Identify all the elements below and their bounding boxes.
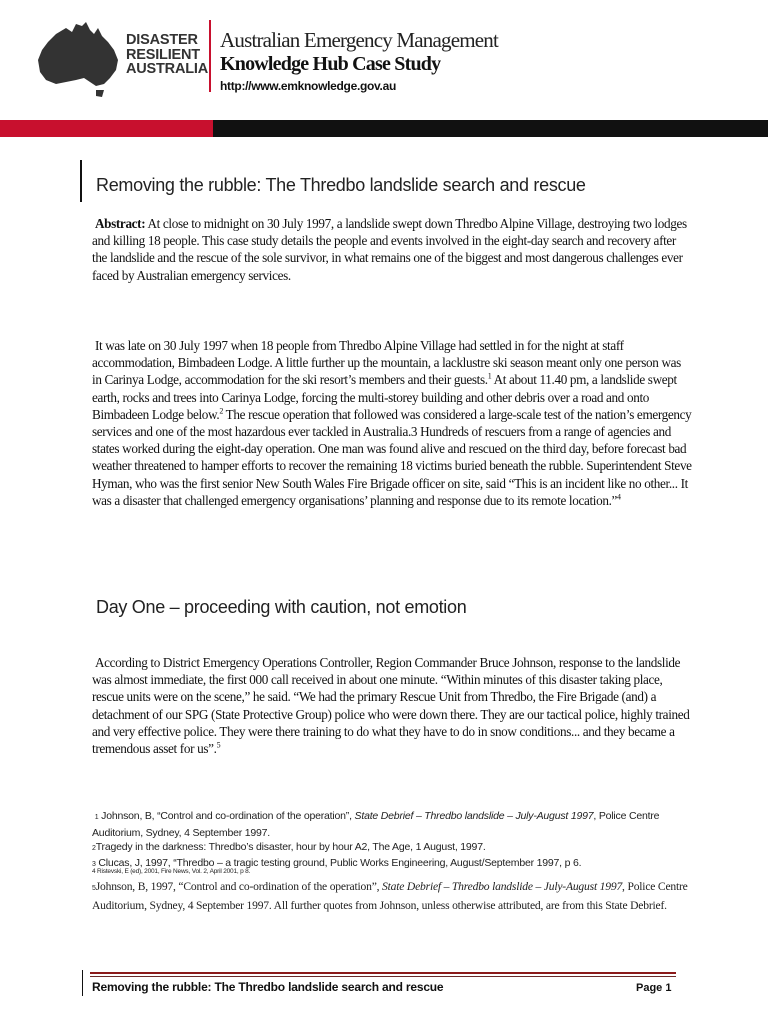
org-name: Australian Emergency Management	[220, 28, 499, 52]
footnote-1	[92, 809, 692, 841]
logo-wordmark	[126, 33, 208, 77]
article-title: Removing the rubble: The Thredbo landslide search and rescue	[96, 175, 586, 195]
footnote-2-text: Tragedy in the darkness: Thredbo’s disaster, hour by hour A2, The Age, 1 August, 1997.	[95, 841, 486, 853]
footnote-5-source: State Debrief – Thredbo landslide – July-August 1997	[382, 880, 623, 893]
footnote-5-tail: , Police Centre Auditorium, Sydney, 4 September 1997. All further quotes from Johnson, unless otherwise attributed, are from this State Debrief.	[92, 880, 688, 912]
footnote-2-number: 2	[92, 845, 96, 852]
footnote-5	[92, 878, 692, 914]
footnote-1-number: 1	[94, 814, 99, 821]
footnote-ref-5[interactable]: 5	[216, 740, 221, 750]
website-url[interactable]: http://www.emknowledge.gov.au	[220, 79, 396, 93]
logo-line-1: DISASTER	[126, 32, 198, 48]
section-heading: Day One – proceeding with caution, not emotion	[96, 597, 467, 617]
footnote-2	[92, 840, 692, 857]
body2-text: According to District Emergency Operations Controller, Region Commander Bruce Johnson, response to the landslide was almost immediate, the first 000 call received in about one minute. “Within minutes of this disaster taking place, rescue units were on the scene,” he said. “We had the primary Rescue Unit from Thredbo, the Fire Brigade (and) a detachment of our SPG (State Protective Group) police who were down there. They are our tactical police, highly trained and very effective police. They were there training to do what they have to do in snow conditions... and they became a tremendous asset for us”.	[92, 655, 690, 757]
body1-text-b: At about 11.40 pm, a landslide swept earth, rocks and trees into Carinya Lodge, forcing the multi-storey building and other debris over a road and onto Bimbadeen Lodge below.	[92, 372, 677, 422]
footer-title: Removing the rubble: The Thredbo landslide search and rescue	[92, 980, 444, 994]
body1-text-c: The rescue operation that followed was considered a large-scale test of the nation’s emergency services and one of the most hazardous ever tackled in Australia.3 Hundreds of rescuers from a range of agencies and states worked during the eight-day operation. One man was found alive and rescued on the third day, before forecast bad weather threatened to hamper efforts to recover the remaining 18 victims buried beneath the rubble. Superintendent Steve Hyman, who was the first senior New South Wales Fire Brigade officer on site, said “This is an incident like no other... It was a disaster that challenged emergency organisations’ planning and response due to its remote location.”	[92, 406, 692, 508]
footer-marker	[82, 970, 83, 996]
footnote-5-number: 5	[92, 885, 96, 892]
footer-rule-thin	[90, 976, 676, 977]
footnote-ref-2[interactable]: 2	[219, 406, 223, 416]
header-divider	[209, 20, 211, 92]
footnote-ref-1[interactable]: 1	[487, 372, 492, 382]
footnote-3-text: Clucas, J, 1997, “Thredbo – a tragic testing ground, Public Works Engineering, August/September 1997, p 6.	[98, 857, 582, 869]
logo-line-3: AUSTRALIA	[126, 61, 208, 77]
footnote-4-text: Ristevski, E (ed), 2001, Fire News, Vol. 2, April 2001, p 8.	[97, 868, 251, 875]
abstract-text: At close to midnight on 30 July 1997, a landslide swept down Thredbo Alpine Village, destroying two lodges and killing 18 people. This case study details the people and events involved in the eight-day search and recovery after the landslide and the rescue of the sole survivor, in what remains one of the biggest and most dangerous challenges ever faced by Australian emergency services.	[92, 216, 687, 283]
body1-text-a: It was late on 30 July 1997 when 18 people from Thredbo Alpine Village had settled in for the night at staff accommodation, Bimbadeen Lodge. A little further up the mountain, a lacklustre ski season meant only one person was in Carinya Lodge, accommodation for the ski resort’s members and their guests.	[92, 338, 681, 388]
header-band-black	[213, 120, 768, 137]
body-paragraph-2	[92, 654, 692, 757]
footnote-4	[92, 868, 692, 876]
body-paragraph-1	[92, 337, 692, 509]
footnote-1-source: State Debrief – Thredbo landslide – July-August 1997	[354, 810, 594, 822]
abstract-paragraph	[92, 215, 692, 284]
title-marker	[80, 160, 82, 202]
page-number: Page 1	[636, 982, 672, 994]
header-band-red	[0, 120, 213, 137]
logo-line-2: RESILIENT	[126, 46, 200, 63]
footnote-1-tail: , Police Centre Auditorium, Sydney, 4 September 1997.	[92, 810, 660, 839]
australia-map-logo-icon	[36, 20, 122, 98]
footnote-ref-4[interactable]: 4	[617, 492, 621, 502]
footer-rule	[90, 972, 676, 974]
footnote-1-text: Johnson, B, “Control and co-ordination of the operation”,	[101, 810, 355, 822]
publication-type: Knowledge Hub Case Study	[220, 53, 441, 75]
footnote-3-number: 3	[92, 861, 96, 868]
abstract-label: Abstract:	[94, 216, 146, 231]
footnote-4-number: 4	[92, 868, 96, 875]
footnote-5-text: Johnson, B, 1997, “Control and co-ordination of the operation”,	[95, 880, 383, 893]
